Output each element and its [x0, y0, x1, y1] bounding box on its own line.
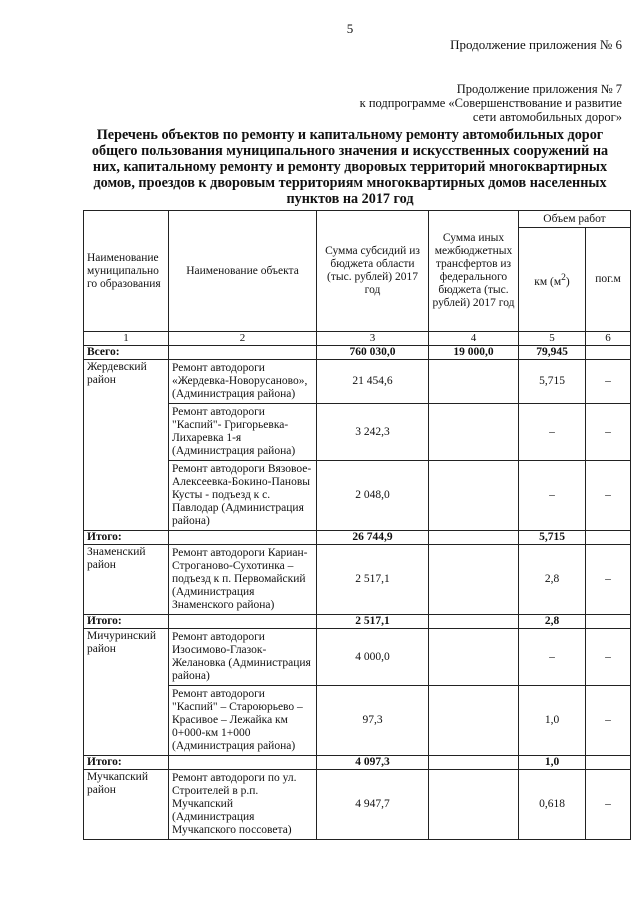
- district-total-label: Итого:: [84, 531, 169, 545]
- district-total-row: [84, 531, 631, 545]
- grand-total-empty: [169, 346, 317, 360]
- transfers-value: [429, 461, 519, 531]
- grand-total-label: Всего:: [84, 346, 169, 360]
- transfers-value: [429, 686, 519, 756]
- grand-total-transfers: 19 000,0: [429, 346, 519, 360]
- header-km-text: км (м: [534, 275, 562, 288]
- object-name: Ремонт автодороги Изосимово-Глазок-Желановка (Администрация района): [169, 629, 317, 686]
- object-name: Ремонт автодороги «Жердевка-Новорусаново», (Администрация района): [169, 360, 317, 404]
- district-total-empty: [169, 615, 317, 629]
- continuation-appendix-6: Продолжение приложения № 6: [450, 37, 622, 52]
- district-total-empty: [169, 531, 317, 545]
- column-number-row: [84, 332, 631, 346]
- district-total-km: 2,8: [519, 615, 586, 629]
- col-num-3: 3: [317, 332, 429, 346]
- table-row: [84, 770, 631, 840]
- table-row: [84, 629, 631, 686]
- grand-total-subsidies: 760 030,0: [317, 346, 429, 360]
- pogm-value: –: [586, 629, 631, 686]
- district-total-empty: [169, 756, 317, 770]
- district-total-label: Итого:: [84, 756, 169, 770]
- header-km-sup: 2: [561, 271, 566, 283]
- district-total-km: 1,0: [519, 756, 586, 770]
- district-total-row: [84, 756, 631, 770]
- object-name: Ремонт автодороги по ул. Строителей в р.п. Мучкапский (Администрация Мучкапского поссовета): [169, 770, 317, 840]
- pogm-value: –: [586, 404, 631, 461]
- table-row: [84, 545, 631, 615]
- district-name: Жердевский район: [84, 360, 169, 531]
- table-row: [84, 360, 631, 404]
- header-subsidies: Сумма субсидий из бюджета области (тыс. рублей) 2017 год: [317, 211, 429, 332]
- transfers-value: [429, 770, 519, 840]
- continuation-appendix-7: [292, 82, 622, 124]
- grand-total-km: 79,945: [519, 346, 586, 360]
- km-value: –: [519, 629, 586, 686]
- pogm-value: –: [586, 545, 631, 615]
- district-total-row: [84, 615, 631, 629]
- district-total-pogm: [586, 531, 631, 545]
- subsidies-value: 2 517,1: [317, 545, 429, 615]
- district-total-transfers: [429, 756, 519, 770]
- transfers-value: [429, 360, 519, 404]
- col-num-4: 4: [429, 332, 519, 346]
- km-value: 5,715: [519, 360, 586, 404]
- district-total-transfers: [429, 615, 519, 629]
- transfers-value: [429, 404, 519, 461]
- transfers-value: [429, 545, 519, 615]
- pogm-value: –: [586, 686, 631, 756]
- district-name: Мучкапский район: [84, 770, 169, 840]
- district-total-transfers: [429, 531, 519, 545]
- header-km: [519, 228, 586, 332]
- object-name: Ремонт автодороги Кариан-Строганово-Сухотинка – подъезд к п. Первомайский (Администрация Знаменского района): [169, 545, 317, 615]
- district-total-subsidies: 26 744,9: [317, 531, 429, 545]
- district-total-km: 5,715: [519, 531, 586, 545]
- pogm-value: –: [586, 770, 631, 840]
- document-title: Перечень объектов по ремонту и капитальному ремонту автомобильных дорог общего пользования муниципального значения и искусственных сооружений на них, капитальному ремонту и ремонту дворовых территорий многоквартирных домов, проездов к дворовым территориям многоквартирных домов населенных пунктов на 2017 год: [91, 127, 609, 207]
- object-name: Ремонт автодороги "Каспий" – Староюрьево – Красивое – Лежайка км 0+000-км 1+000 (Администрация района): [169, 686, 317, 756]
- col-num-1: 1: [84, 332, 169, 346]
- col-num-2: 2: [169, 332, 317, 346]
- grand-total-pogm: [586, 346, 631, 360]
- continuation-7-line3: сети автомобильных дорог»: [472, 110, 622, 124]
- header-transfers: Сумма иных межбюджетных трансфертов из федерального бюджета (тыс. рублей) 2017 год: [429, 211, 519, 332]
- header-object: Наименование объекта: [169, 211, 317, 332]
- grand-total-row: [84, 346, 631, 360]
- col-num-5: 5: [519, 332, 586, 346]
- district-total-pogm: [586, 615, 631, 629]
- subsidies-value: 21 454,6: [317, 360, 429, 404]
- district-total-pogm: [586, 756, 631, 770]
- header-municipality: Наименование муниципально го образования: [84, 211, 169, 332]
- header-pogm: пог.м: [586, 228, 631, 332]
- object-name: Ремонт автодороги "Каспий"- Григорьевка-Лихаревка 1-я (Администрация района): [169, 404, 317, 461]
- district-total-subsidies: 2 517,1: [317, 615, 429, 629]
- subsidies-value: 97,3: [317, 686, 429, 756]
- continuation-7-line2: к подпрограмме «Совершенствование и развитие: [359, 96, 622, 110]
- km-value: 1,0: [519, 686, 586, 756]
- object-name: Ремонт автодороги Вязовое- Алексеевка-Бокино-Пановы Кусты - подъезд к с. Павлодар (Администрация района): [169, 461, 317, 531]
- km-value: 0,618: [519, 770, 586, 840]
- district-name: Мичуринский район: [84, 629, 169, 756]
- col-num-6: 6: [586, 332, 631, 346]
- district-name: Знаменский район: [84, 545, 169, 615]
- district-total-label: Итого:: [84, 615, 169, 629]
- pogm-value: –: [586, 461, 631, 531]
- subsidies-value: 2 048,0: [317, 461, 429, 531]
- transfers-value: [429, 629, 519, 686]
- header-km-close: ): [565, 275, 570, 288]
- km-value: –: [519, 461, 586, 531]
- subsidies-value: 3 242,3: [317, 404, 429, 461]
- subsidies-value: 4 000,0: [317, 629, 429, 686]
- district-total-subsidies: 4 097,3: [317, 756, 429, 770]
- page-number: 5: [346, 21, 354, 36]
- pogm-value: –: [586, 360, 631, 404]
- km-value: 2,8: [519, 545, 586, 615]
- header-row: [84, 211, 631, 228]
- header-work-volume: Объем работ: [519, 211, 631, 228]
- km-value: –: [519, 404, 586, 461]
- subsidies-value: 4 947,7: [317, 770, 429, 840]
- objects-table: [83, 210, 631, 840]
- continuation-7-line1: Продолжение приложения № 7: [456, 82, 622, 96]
